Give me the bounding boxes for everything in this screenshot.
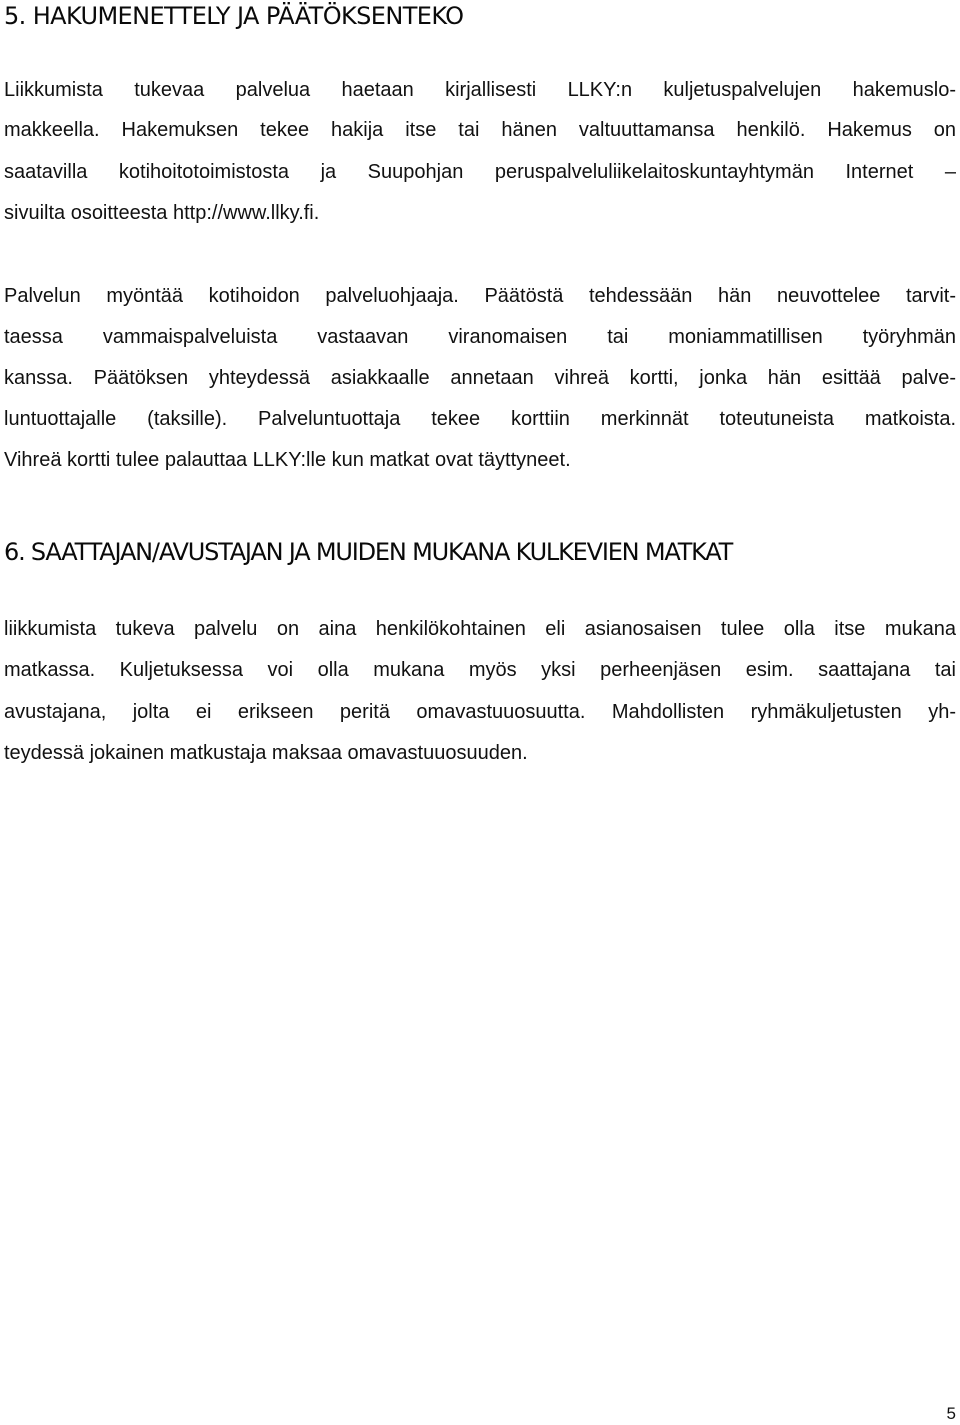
- section-6-paragraph-1-line-4: teydessä jokainen matkustaja maksaa omavastuuosuuden.: [4, 742, 528, 764]
- section-5-paragraph-2-line-3: kanssa. Päätöksen yhteydessä asiakkaalle annetaan vihreä kortti, jonka hän esittää palve-: [4, 367, 956, 389]
- page-number: 5: [946, 1404, 956, 1423]
- section-5-paragraph-2-line-4: luntuottajalle (taksille). Palveluntuottaja tekee korttiin merkinnät toteutuneista matkoista.: [4, 408, 956, 430]
- section-5-paragraph-1-line-4: sivuilta osoitteesta http://www.llky.fi.: [4, 202, 320, 224]
- section-6-heading: 6. SAATTAJAN/AVUSTAJAN JA MUIDEN MUKANA KULKEVIEN MATKAT: [4, 538, 733, 566]
- section-5-paragraph-1-line-1: Liikkumista tukevaa palvelua haetaan kirjallisesti LLKY:n kuljetuspalvelujen hakemuslo-: [4, 79, 956, 101]
- section-6-paragraph-1-line-2: matkassa. Kuljetuksessa voi olla mukana myös yksi perheenjäsen esim. saattajana tai: [4, 659, 956, 681]
- section-6-paragraph-1-line-1: liikkumista tukeva palvelu on aina henkilökohtainen eli asianosaisen tulee olla itse mukana: [4, 618, 956, 640]
- section-5-paragraph-2-line-5: Vihreä kortti tulee palauttaa LLKY:lle kun matkat ovat täyttyneet.: [4, 449, 571, 471]
- section-5-paragraph-1-line-3: saatavilla kotihoitotoimistosta ja Suupohjan peruspalveluliikelaitoskuntayhtymän Internet –: [4, 161, 956, 183]
- section-5-heading: 5. HAKUMENETTELY JA PÄÄTÖKSENTEKO: [4, 2, 464, 30]
- section-5-paragraph-1-line-2: makkeella. Hakemuksen tekee hakija itse tai hänen valtuuttamansa henkilö. Hakemus on: [4, 119, 956, 141]
- section-5-paragraph-2-line-1: Palvelun myöntää kotihoidon palveluohjaaja. Päätöstä tehdessään hän neuvottelee tarvit-: [4, 285, 956, 307]
- section-6-paragraph-1-line-3: avustajana, jolta ei erikseen peritä omavastuuosuutta. Mahdollisten ryhmäkuljetusten yh-: [4, 701, 956, 723]
- section-5-paragraph-2-line-2: taessa vammaispalveluista vastaavan viranomaisen tai moniammatillisen työryhmän: [4, 326, 956, 348]
